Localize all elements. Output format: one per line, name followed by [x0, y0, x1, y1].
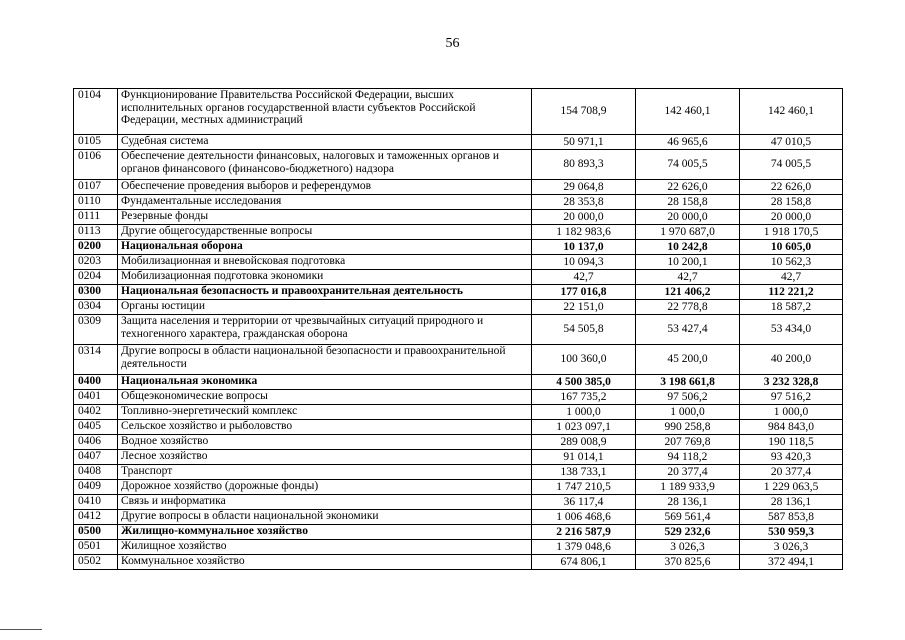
row-value-3: 20 377,4	[740, 465, 843, 480]
row-value-3: 984 843,0	[740, 420, 843, 435]
row-value-3: 28 158,8	[740, 195, 843, 210]
row-name: Фундаментальные исследования	[118, 195, 532, 210]
table-row	[74, 495, 843, 510]
row-value-1: 1 182 983,6	[532, 225, 636, 240]
row-code: 0203	[74, 255, 118, 270]
row-value-1: 100 360,0	[532, 345, 636, 375]
row-name: Обеспечение деятельности финансовых, налоговых и таможенных органов и органов финансового (финансово-бюджетного) надзора	[118, 150, 532, 180]
row-name: Мобилизационная подготовка экономики	[118, 270, 532, 285]
row-code: 0104	[74, 89, 118, 135]
row-value-2: 142 460,1	[636, 89, 740, 135]
row-value-2: 569 561,4	[636, 510, 740, 525]
row-value-2: 1 189 933,9	[636, 480, 740, 495]
table-row	[74, 285, 843, 300]
table-row	[74, 255, 843, 270]
row-value-3: 112 221,2	[740, 285, 843, 300]
row-value-1: 138 733,1	[532, 465, 636, 480]
page-number: 56	[445, 36, 460, 51]
row-name: Обеспечение проведения выборов и референдумов	[118, 180, 532, 195]
row-name: Транспорт	[118, 465, 532, 480]
row-value-3: 47 010,5	[740, 135, 843, 150]
row-value-3: 1 229 063,5	[740, 480, 843, 495]
row-code: 0501	[74, 540, 118, 555]
row-value-2: 370 825,6	[636, 555, 740, 570]
row-value-3: 93 420,3	[740, 450, 843, 465]
row-value-1: 2 216 587,9	[532, 525, 636, 540]
row-name: Другие общегосударственные вопросы	[118, 225, 532, 240]
row-code: 0408	[74, 465, 118, 480]
row-name: Жилищно-коммунальное хозяйство	[118, 525, 532, 540]
row-name: Функционирование Правительства Российской Федерации, высших исполнительных органов государственной власти субъектов Российской Федерации, местных администраций	[118, 89, 532, 135]
table-row	[74, 435, 843, 450]
row-value-1: 4 500 385,0	[532, 375, 636, 390]
row-code: 0405	[74, 420, 118, 435]
row-name: Национальная безопасность и правоохранительная деятельность	[118, 285, 532, 300]
row-name: Национальная оборона	[118, 240, 532, 255]
row-value-1: 22 151,0	[532, 300, 636, 315]
row-value-3: 3 232 328,8	[740, 375, 843, 390]
row-value-2: 3 026,3	[636, 540, 740, 555]
row-code: 0314	[74, 345, 118, 375]
table-row	[74, 150, 843, 180]
row-value-1: 28 353,8	[532, 195, 636, 210]
row-name: Органы юстиции	[118, 300, 532, 315]
row-value-3: 372 494,1	[740, 555, 843, 570]
row-value-1: 177 016,8	[532, 285, 636, 300]
row-value-1: 50 971,1	[532, 135, 636, 150]
table-row	[74, 270, 843, 285]
row-value-2: 94 118,2	[636, 450, 740, 465]
table-row	[74, 390, 843, 405]
table-row	[74, 450, 843, 465]
row-name: Мобилизационная и вневойсковая подготовка	[118, 255, 532, 270]
row-code: 0113	[74, 225, 118, 240]
row-code: 0502	[74, 555, 118, 570]
table-row	[74, 465, 843, 480]
table-row	[74, 420, 843, 435]
row-value-1: 167 735,2	[532, 390, 636, 405]
row-value-2: 10 242,8	[636, 240, 740, 255]
row-value-3: 10 562,3	[740, 255, 843, 270]
row-code: 0309	[74, 315, 118, 345]
row-name: Защита населения и территории от чрезвычайных ситуаций природного и техногенного характера, гражданская оборона	[118, 315, 532, 345]
row-value-2: 53 427,4	[636, 315, 740, 345]
row-name: Дорожное хозяйство (дорожные фонды)	[118, 480, 532, 495]
table-row	[74, 345, 843, 375]
row-code: 0412	[74, 510, 118, 525]
row-code: 0300	[74, 285, 118, 300]
table-row	[74, 210, 843, 225]
row-value-2: 28 136,1	[636, 495, 740, 510]
row-value-2: 74 005,5	[636, 150, 740, 180]
row-code: 0401	[74, 390, 118, 405]
row-code: 0107	[74, 180, 118, 195]
row-value-2: 3 198 661,8	[636, 375, 740, 390]
row-value-2: 46 965,6	[636, 135, 740, 150]
row-value-1: 154 708,9	[532, 89, 636, 135]
row-value-2: 42,7	[636, 270, 740, 285]
table-row	[74, 480, 843, 495]
row-value-1: 36 117,4	[532, 495, 636, 510]
row-value-3: 142 460,1	[740, 89, 843, 135]
table-row	[74, 315, 843, 345]
row-value-1: 10 094,3	[532, 255, 636, 270]
footer-rule	[0, 629, 42, 630]
row-name: Топливно-энергетический комплекс	[118, 405, 532, 420]
table-row	[74, 540, 843, 555]
row-value-3: 3 026,3	[740, 540, 843, 555]
row-name: Жилищное хозяйство	[118, 540, 532, 555]
row-value-2: 990 258,8	[636, 420, 740, 435]
row-value-2: 97 506,2	[636, 390, 740, 405]
row-value-2: 10 200,1	[636, 255, 740, 270]
row-value-1: 289 008,9	[532, 435, 636, 450]
row-name: Сельское хозяйство и рыболовство	[118, 420, 532, 435]
row-value-1: 674 806,1	[532, 555, 636, 570]
row-name: Другие вопросы в области национальной безопасности и правоохранительной деятельности	[118, 345, 532, 375]
table-row	[74, 555, 843, 570]
row-value-1: 80 893,3	[532, 150, 636, 180]
row-value-1: 42,7	[532, 270, 636, 285]
row-value-2: 121 406,2	[636, 285, 740, 300]
row-code: 0410	[74, 495, 118, 510]
row-value-3: 22 626,0	[740, 180, 843, 195]
table-row	[74, 135, 843, 150]
row-value-2: 1 970 687,0	[636, 225, 740, 240]
row-name: Коммунальное хозяйство	[118, 555, 532, 570]
row-code: 0204	[74, 270, 118, 285]
row-code: 0110	[74, 195, 118, 210]
row-value-3: 587 853,8	[740, 510, 843, 525]
row-value-2: 20 000,0	[636, 210, 740, 225]
row-value-3: 53 434,0	[740, 315, 843, 345]
row-value-3: 42,7	[740, 270, 843, 285]
row-name: Резервные фонды	[118, 210, 532, 225]
row-value-3: 74 005,5	[740, 150, 843, 180]
row-code: 0500	[74, 525, 118, 540]
row-value-3: 97 516,2	[740, 390, 843, 405]
budget-table	[73, 88, 843, 570]
row-name: Другие вопросы в области национальной экономики	[118, 510, 532, 525]
table-row	[74, 300, 843, 315]
row-value-1: 10 137,0	[532, 240, 636, 255]
row-value-1: 1 006 468,6	[532, 510, 636, 525]
table-row	[74, 180, 843, 195]
row-value-3: 10 605,0	[740, 240, 843, 255]
table-row	[74, 240, 843, 255]
table-row	[74, 375, 843, 390]
row-code: 0402	[74, 405, 118, 420]
row-value-2: 22 778,8	[636, 300, 740, 315]
row-value-3: 1 000,0	[740, 405, 843, 420]
row-value-2: 207 769,8	[636, 435, 740, 450]
row-code: 0105	[74, 135, 118, 150]
row-value-3: 530 959,3	[740, 525, 843, 540]
row-code: 0200	[74, 240, 118, 255]
row-code: 0106	[74, 150, 118, 180]
row-value-2: 22 626,0	[636, 180, 740, 195]
row-value-1: 1 747 210,5	[532, 480, 636, 495]
row-value-1: 54 505,8	[532, 315, 636, 345]
row-code: 0406	[74, 435, 118, 450]
row-value-3: 190 118,5	[740, 435, 843, 450]
row-value-1: 20 000,0	[532, 210, 636, 225]
row-value-3: 28 136,1	[740, 495, 843, 510]
table-row	[74, 89, 843, 135]
row-value-3: 1 918 170,5	[740, 225, 843, 240]
row-value-1: 1 000,0	[532, 405, 636, 420]
row-value-3: 20 000,0	[740, 210, 843, 225]
row-name: Судебная система	[118, 135, 532, 150]
row-name: Водное хозяйство	[118, 435, 532, 450]
row-code: 0304	[74, 300, 118, 315]
row-name: Лесное хозяйство	[118, 450, 532, 465]
row-code: 0407	[74, 450, 118, 465]
row-code: 0111	[74, 210, 118, 225]
row-value-3: 18 587,2	[740, 300, 843, 315]
table-row	[74, 405, 843, 420]
table-row	[74, 195, 843, 210]
row-value-3: 40 200,0	[740, 345, 843, 375]
row-value-2: 529 232,6	[636, 525, 740, 540]
row-name: Общеэкономические вопросы	[118, 390, 532, 405]
budget-table-body	[74, 89, 843, 570]
row-value-1: 29 064,8	[532, 180, 636, 195]
table-row	[74, 225, 843, 240]
table-row	[74, 510, 843, 525]
row-value-1: 1 379 048,6	[532, 540, 636, 555]
row-value-2: 1 000,0	[636, 405, 740, 420]
row-value-1: 91 014,1	[532, 450, 636, 465]
row-code: 0409	[74, 480, 118, 495]
row-value-1: 1 023 097,1	[532, 420, 636, 435]
row-value-2: 20 377,4	[636, 465, 740, 480]
row-name: Связь и информатика	[118, 495, 532, 510]
table-row	[74, 525, 843, 540]
row-value-2: 28 158,8	[636, 195, 740, 210]
row-name: Национальная экономика	[118, 375, 532, 390]
row-value-2: 45 200,0	[636, 345, 740, 375]
row-code: 0400	[74, 375, 118, 390]
